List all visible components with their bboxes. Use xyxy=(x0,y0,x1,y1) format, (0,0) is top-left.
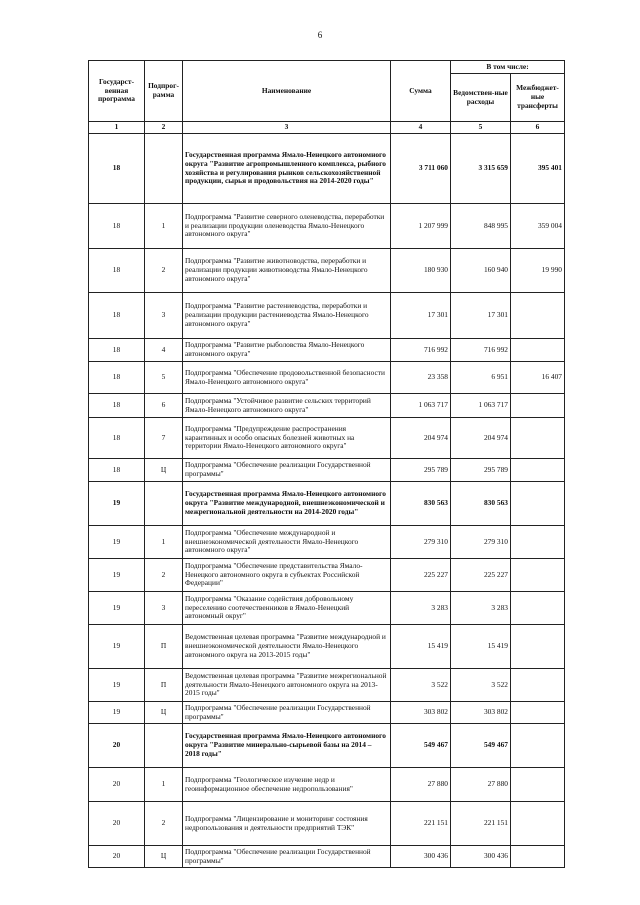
program-name-cell: Ведомственная целевая программа "Развитие межрегиональной деятельности Ямало-Ненецкого автономного округа на 2013-2015 годы" xyxy=(183,669,391,702)
transfers-cell xyxy=(511,293,565,339)
page-number: 6 xyxy=(317,30,323,40)
transfers-cell xyxy=(511,526,565,559)
departmental-cell: 204 974 xyxy=(451,418,511,459)
sum-cell: 295 789 xyxy=(391,459,451,482)
header-subprogram: Подпрог-рамма xyxy=(145,61,183,122)
transfers-cell xyxy=(511,802,565,846)
subprogram-code-cell: П xyxy=(145,669,183,702)
table-row xyxy=(89,418,565,459)
sum-cell: 180 930 xyxy=(391,249,451,293)
table-row xyxy=(89,669,565,702)
table-row xyxy=(89,394,565,418)
table-row xyxy=(89,362,565,394)
table-row xyxy=(89,724,565,768)
sum-cell: 204 974 xyxy=(391,418,451,459)
departmental-cell: 3 315 659 xyxy=(451,134,511,204)
sum-cell: 3 711 060 xyxy=(391,134,451,204)
table-row xyxy=(89,459,565,482)
departmental-cell: 221 151 xyxy=(451,802,511,846)
table-row xyxy=(89,592,565,625)
program-code-cell: 20 xyxy=(89,802,145,846)
table-row xyxy=(89,559,565,592)
sum-cell: 3 283 xyxy=(391,592,451,625)
program-name-cell: Подпрограмма "Устойчивое развитие сельских территорий Ямало-Ненецкого автономного округа" xyxy=(183,394,391,418)
transfers-cell xyxy=(511,592,565,625)
subprogram-code-cell: 1 xyxy=(145,768,183,802)
col-number: 2 xyxy=(145,122,183,134)
departmental-cell: 27 880 xyxy=(451,768,511,802)
table-row xyxy=(89,249,565,293)
subprogram-code-cell xyxy=(145,724,183,768)
budget-table xyxy=(88,60,565,868)
subprogram-code-cell: 1 xyxy=(145,204,183,249)
subprogram-code-cell: 4 xyxy=(145,339,183,362)
sum-cell: 3 522 xyxy=(391,669,451,702)
departmental-cell: 1 063 717 xyxy=(451,394,511,418)
program-name-cell: Государственная программа Ямало-Ненецкого автономного округа "Развитие международной, внешнеэкономической и межрегиональной деятельности на 2014-2020 годы" xyxy=(183,482,391,526)
program-name-cell: Подпрограмма "Развитие растениеводства, переработки и реализации продукции растениеводства Ямало-Ненецкого автономного округа" xyxy=(183,293,391,339)
sum-cell: 23 358 xyxy=(391,362,451,394)
col-number: 1 xyxy=(89,122,145,134)
table-row xyxy=(89,293,565,339)
program-code-cell: 19 xyxy=(89,592,145,625)
subprogram-code-cell: 2 xyxy=(145,802,183,846)
sum-cell: 303 802 xyxy=(391,702,451,724)
departmental-cell: 830 563 xyxy=(451,482,511,526)
subprogram-code-cell: 2 xyxy=(145,249,183,293)
transfers-cell xyxy=(511,702,565,724)
departmental-cell: 279 310 xyxy=(451,526,511,559)
transfers-cell xyxy=(511,559,565,592)
program-code-cell: 20 xyxy=(89,724,145,768)
departmental-cell: 295 789 xyxy=(451,459,511,482)
program-code-cell: 19 xyxy=(89,702,145,724)
program-code-cell: 18 xyxy=(89,394,145,418)
program-code-cell: 18 xyxy=(89,293,145,339)
departmental-cell: 225 227 xyxy=(451,559,511,592)
sum-cell: 300 436 xyxy=(391,846,451,868)
program-code-cell: 19 xyxy=(89,625,145,669)
subprogram-code-cell: Ц xyxy=(145,702,183,724)
program-code-cell: 19 xyxy=(89,559,145,592)
transfers-cell xyxy=(511,418,565,459)
program-name-cell: Подпрограмма "Обеспечение реализации Государственной программы" xyxy=(183,702,391,724)
table-row xyxy=(89,625,565,669)
program-name-cell: Подпрограмма "Предупреждение распространения карантинных и особо опасных болезней животных на территории Ямало-Ненецкого автономного округа" xyxy=(183,418,391,459)
subprogram-code-cell: П xyxy=(145,625,183,669)
program-name-cell: Подпрограмма "Развитие северного оленеводства, переработки и реализации продукции оленеводства Ямало-Ненецкого автономного округа" xyxy=(183,204,391,249)
transfers-cell: 359 004 xyxy=(511,204,565,249)
program-name-cell: Подпрограмма "Обеспечение представительства Ямало-Ненецкого автономного округа в субъектах Российской Федерации" xyxy=(183,559,391,592)
program-name-cell: Подпрограмма "Обеспечение продовольственной безопасности Ямало-Ненецкого автономного округа" xyxy=(183,362,391,394)
departmental-cell: 848 995 xyxy=(451,204,511,249)
sum-cell: 1 207 999 xyxy=(391,204,451,249)
program-code-cell: 18 xyxy=(89,418,145,459)
program-name-cell: Подпрограмма "Развитие животноводства, переработки и реализации продукции животноводства Ямало-Ненецкого автономного округа" xyxy=(183,249,391,293)
header-name: Наименование xyxy=(183,61,391,122)
table-row xyxy=(89,702,565,724)
program-code-cell: 19 xyxy=(89,526,145,559)
program-name-cell: Государственная программа Ямало-Ненецкого автономного округа "Развитие минерально-сырьевой базы на 2014 – 2018 годы" xyxy=(183,724,391,768)
departmental-cell: 3 522 xyxy=(451,669,511,702)
transfers-cell: 395 401 xyxy=(511,134,565,204)
transfers-cell xyxy=(511,768,565,802)
table-row xyxy=(89,204,565,249)
departmental-cell: 716 992 xyxy=(451,339,511,362)
program-code-cell: 19 xyxy=(89,482,145,526)
subprogram-code-cell: 3 xyxy=(145,592,183,625)
program-name-cell: Подпрограмма "Обеспечение реализации Государственной программы" xyxy=(183,459,391,482)
header-including: В том числе: xyxy=(451,61,565,74)
transfers-cell xyxy=(511,394,565,418)
program-name-cell: Подпрограмма "Развитие рыболовства Ямало-Ненецкого автономного округа" xyxy=(183,339,391,362)
departmental-cell: 3 283 xyxy=(451,592,511,625)
header-transfers: Межбюджет-ные трансферты xyxy=(511,74,565,122)
departmental-cell: 303 802 xyxy=(451,702,511,724)
sum-cell: 27 880 xyxy=(391,768,451,802)
sum-cell: 15 419 xyxy=(391,625,451,669)
program-name-cell: Подпрограмма "Лицензирование и мониторинг состояния недропользования и деятельности предприятий ТЭК" xyxy=(183,802,391,846)
col-number: 5 xyxy=(451,122,511,134)
program-code-cell: 18 xyxy=(89,134,145,204)
program-code-cell: 18 xyxy=(89,362,145,394)
col-number: 6 xyxy=(511,122,565,134)
departmental-cell: 15 419 xyxy=(451,625,511,669)
program-code-cell: 20 xyxy=(89,768,145,802)
sum-cell: 549 467 xyxy=(391,724,451,768)
transfers-cell xyxy=(511,459,565,482)
program-code-cell: 19 xyxy=(89,669,145,702)
table-row xyxy=(89,846,565,868)
subprogram-code-cell: Ц xyxy=(145,459,183,482)
col-number: 4 xyxy=(391,122,451,134)
subprogram-code-cell: 1 xyxy=(145,526,183,559)
col-number: 3 xyxy=(183,122,391,134)
sum-cell: 221 151 xyxy=(391,802,451,846)
subprogram-code-cell: 2 xyxy=(145,559,183,592)
subprogram-code-cell: 6 xyxy=(145,394,183,418)
sum-cell: 17 301 xyxy=(391,293,451,339)
sum-cell: 716 992 xyxy=(391,339,451,362)
sum-cell: 279 310 xyxy=(391,526,451,559)
table-row xyxy=(89,802,565,846)
program-name-cell: Подпрограмма "Геологическое изучение недр и геоинформационное обеспечение недропользования" xyxy=(183,768,391,802)
transfers-cell xyxy=(511,846,565,868)
departmental-cell: 6 951 xyxy=(451,362,511,394)
transfers-cell: 19 990 xyxy=(511,249,565,293)
transfers-cell xyxy=(511,482,565,526)
subprogram-code-cell: Ц xyxy=(145,846,183,868)
program-code-cell: 18 xyxy=(89,339,145,362)
departmental-cell: 549 467 xyxy=(451,724,511,768)
program-name-cell: Подпрограмма "Обеспечение реализации Государственной программы" xyxy=(183,846,391,868)
program-code-cell: 18 xyxy=(89,249,145,293)
column-number-row xyxy=(89,122,565,134)
program-code-cell: 18 xyxy=(89,459,145,482)
program-name-cell: Ведомственная целевая программа "Развитие международной и внешнеэкономической деятельности Ямало-Ненецкого автономного округа на 2013-2015 годы" xyxy=(183,625,391,669)
header-sum: Сумма xyxy=(391,61,451,122)
header-program: Государст-венная программа xyxy=(89,61,145,122)
program-name-cell: Подпрограмма "Оказание содействия добровольному переселению соотечественников в Ямало-Ненецкий автономный округ" xyxy=(183,592,391,625)
transfers-cell: 16 407 xyxy=(511,362,565,394)
program-code-cell: 20 xyxy=(89,846,145,868)
table-row xyxy=(89,134,565,204)
subprogram-code-cell xyxy=(145,134,183,204)
table-row xyxy=(89,768,565,802)
header-departmental: Ведомствен-ные расходы xyxy=(451,74,511,122)
sum-cell: 1 063 717 xyxy=(391,394,451,418)
transfers-cell xyxy=(511,669,565,702)
sum-cell: 225 227 xyxy=(391,559,451,592)
program-code-cell: 18 xyxy=(89,204,145,249)
table-row xyxy=(89,526,565,559)
table-row xyxy=(89,482,565,526)
transfers-cell xyxy=(511,724,565,768)
departmental-cell: 17 301 xyxy=(451,293,511,339)
program-name-cell: Подпрограмма "Обеспечение международной и внешнеэкономической деятельности Ямало-Ненецкого автономного округа" xyxy=(183,526,391,559)
departmental-cell: 300 436 xyxy=(451,846,511,868)
departmental-cell: 160 940 xyxy=(451,249,511,293)
subprogram-code-cell xyxy=(145,482,183,526)
sum-cell: 830 563 xyxy=(391,482,451,526)
subprogram-code-cell: 7 xyxy=(145,418,183,459)
table-row xyxy=(89,339,565,362)
transfers-cell xyxy=(511,339,565,362)
program-name-cell: Государственная программа Ямало-Ненецкого автономного округа "Развитие агропромышленного комплекса, рыбного хозяйства и регулирования рынков сельскохозяйственной продукции, сырья и продовольствия на 2014-2020 годы" xyxy=(183,134,391,204)
subprogram-code-cell: 5 xyxy=(145,362,183,394)
subprogram-code-cell: 3 xyxy=(145,293,183,339)
transfers-cell xyxy=(511,625,565,669)
